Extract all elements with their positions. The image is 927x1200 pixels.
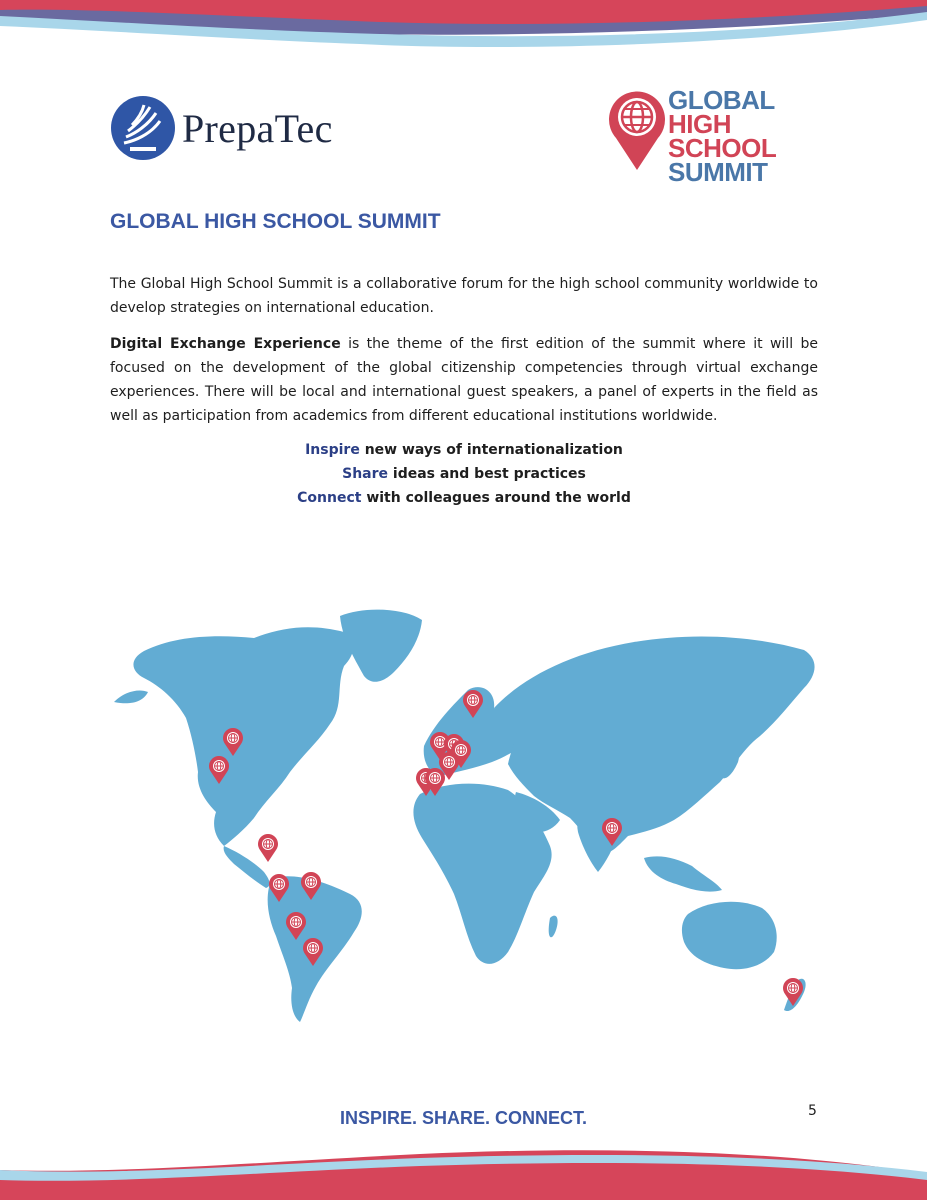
australia-shape bbox=[682, 902, 777, 969]
intro-paragraph: The Global High School Summit is a collaborative forum for the high school community worldwide to develop strategies on international education. bbox=[110, 276, 818, 316]
tagline-keyword: Inspire bbox=[305, 442, 360, 458]
theme-description: is the theme of the first edition of the summit where it will be focused on the development of the global citizenship competencies through virtual exchange experiences. There will be local and international guest speakers, a panel of experts in the field as well as participation from academics from different educational institutions worldwide. bbox=[110, 336, 818, 424]
theme-name: Digital Exchange Experience bbox=[110, 336, 341, 352]
summit-logo-line-1: GLOBAL bbox=[668, 85, 775, 115]
summit-logo-line-2: HIGH SCHOOL bbox=[668, 109, 777, 163]
tagline-keyword: Connect bbox=[297, 490, 362, 506]
tagline-text: with colleagues around the world bbox=[361, 490, 631, 506]
top-decorative-wave bbox=[0, 0, 927, 60]
location-pin-icon bbox=[258, 834, 278, 862]
tagline-keyword: Share bbox=[342, 466, 389, 482]
page-title: GLOBAL HIGH SCHOOL SUMMIT bbox=[110, 210, 441, 233]
torch-emblem-icon bbox=[110, 95, 176, 161]
tagline-connect bbox=[110, 486, 818, 510]
prepatec-logo bbox=[110, 92, 345, 164]
alaska-shape bbox=[114, 690, 148, 703]
bottom-decorative-wave bbox=[0, 1140, 927, 1200]
page-number: 5 bbox=[808, 1103, 817, 1119]
greenland-shape bbox=[340, 610, 422, 682]
footer-slogan: INSPIRE. SHARE. CONNECT. bbox=[339, 1108, 588, 1128]
summit-logo-line-3: SUMMIT bbox=[668, 157, 768, 187]
north-america-shape bbox=[133, 627, 353, 846]
global-high-school-summit-logo bbox=[606, 85, 826, 187]
tagline-text: new ways of internationalization bbox=[359, 442, 623, 458]
tagline-share bbox=[110, 462, 818, 486]
continents bbox=[114, 610, 815, 1022]
globe-pin-icon bbox=[606, 86, 668, 172]
prepatec-wordmark: PrepaTec bbox=[182, 105, 333, 151]
taglines bbox=[110, 438, 818, 510]
world-map bbox=[104, 596, 824, 1026]
theme-paragraph bbox=[110, 332, 818, 428]
tagline-text: ideas and best practices bbox=[388, 466, 586, 482]
southeast-asia-shape bbox=[644, 856, 722, 891]
madagascar-shape bbox=[549, 916, 558, 938]
location-pin-icon bbox=[783, 978, 803, 1006]
tagline-inspire bbox=[110, 438, 818, 462]
